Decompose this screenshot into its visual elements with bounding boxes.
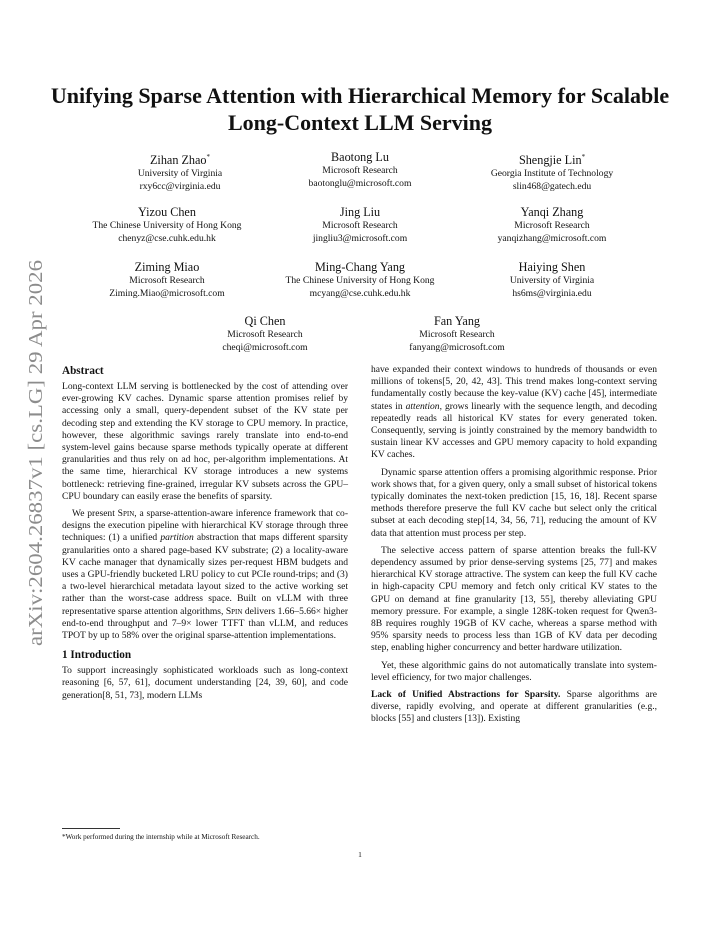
author-note-mark: * — [581, 153, 586, 161]
emphasis: attention — [405, 400, 440, 412]
author-name: Baotong Lu — [331, 150, 389, 164]
author-block — [57, 260, 277, 300]
text-run: have expanded their context windows to hundreds of thousands or even millions of tokens[5, 20, 42, 43]. This trend makes long-context serving fundamentally costly because the key-value (KV) cache [45], intermediate states in — [371, 364, 657, 412]
text-run: , grows linearly with the sequence length, and decoding repeatedly reads all historical KV states for every generated token. Consequently, serving is jointly constrained by the memory bandwidth to sustain linear KV accesses and GPU memory capacity to hold expanding KV caches. — [371, 400, 658, 461]
author-affiliation: Microsoft Research — [129, 275, 205, 286]
author-block — [250, 205, 470, 245]
system-name: Spin — [225, 605, 243, 617]
body-paragraph — [371, 364, 657, 462]
footnote-rule — [62, 828, 120, 829]
author-email: hs6ms@virginia.edu — [512, 287, 592, 299]
author-email: cheqi@microsoft.com — [222, 341, 308, 353]
author-email: slin468@gatech.edu — [512, 180, 592, 192]
footnote: *Work performed during the internship while at Microsoft Research. — [62, 833, 260, 841]
author-name: Ziming Miao — [134, 260, 200, 274]
right-column — [371, 364, 657, 731]
author-name: Yizou Chen — [138, 205, 196, 219]
text-run: Sparse algorithms are diverse, rapidly evolving, and operate at different granularities (e.g., blocks [55] and clusters [13]). Existing — [371, 689, 657, 725]
author-affiliation: The Chinese University of Hong Kong — [92, 220, 242, 231]
author-email: mcyang@cse.cuhk.edu.hk — [309, 287, 411, 299]
author-name: Haiying Shen — [518, 260, 586, 274]
author-email: baotonglu@microsoft.com — [308, 177, 412, 189]
author-email: rxy6cc@virginia.edu — [139, 180, 221, 192]
page-number: 1 — [358, 850, 362, 859]
arxiv-identifier — [6, 258, 56, 648]
author-name: Zihan Zhao — [149, 153, 207, 168]
paper-title: Unifying Sparse Attention with Hierarchical Memory for Scalable Long-Context LLM Serving — [50, 83, 670, 135]
author-block — [250, 150, 470, 190]
author-block — [57, 205, 277, 245]
system-name: Spin — [117, 508, 135, 520]
author-email: jingliu3@microsoft.com — [312, 232, 408, 244]
body-paragraph: Yet, these algorithmic gains do not automatically translate into system-level efficiency, for two major challenges. — [371, 659, 657, 683]
text-run: , a sparse-attention-aware inference framework that co-designs the execution pipeline with hierarchical KV storage through three techniques: (1) a unified — [62, 508, 349, 544]
author-affiliation: Microsoft Research — [514, 220, 590, 231]
author-name: Fan Yang — [433, 314, 481, 328]
author-affiliation: Microsoft Research — [322, 165, 398, 176]
author-block — [442, 205, 662, 245]
text-run: delivers 1.66–5.66× higher end-to-end throughput and 7–9× lower TTFT than vLLM, and reduces TPOT by up to 58% over the original sparse-attention implementations. — [62, 605, 349, 642]
paragraph-run-in-heading: Lack of Unified Abstractions for Sparsity. — [371, 689, 561, 701]
body-paragraph — [371, 689, 657, 726]
author-name: Ming-Chang Yang — [314, 260, 406, 274]
author-affiliation: Microsoft Research — [322, 220, 398, 231]
author-email: yanqizhang@microsoft.com — [497, 232, 607, 244]
author-affiliation: University of Virginia — [137, 168, 223, 180]
author-affiliation: The Chinese University of Hong Kong — [285, 275, 435, 286]
author-name: Jing Liu — [339, 205, 381, 219]
arxiv-identifier-text: arXiv:2604.26837v1 [cs.LG] 29 Apr 2026 — [26, 316, 47, 646]
author-name: Shengjie Lin — [518, 153, 582, 168]
author-email: Ziming.Miao@microsoft.com — [109, 287, 225, 299]
abstract-paragraph: Long-context LLM serving is bottlenecked by the cost of attending over ever-growing KV caches. Dynamic sparse attention promises relief by accessing only a small, query-dependent subset of the KV state per decoding step and extending the KV storage to CPU memory. In practice, however, these algorithmic savings rarely translate into end-to-end system-level gains because sparse methods typically operate at different granularities and thus rely on ad hoc, per-algorithm implementations. At the same time, hierarchical KV storage introduces a new systems bottleneck: retrieving fine-grained, irregular KV subsets across the GPU–CPU boundary can easily erase the benefits of sparsity. — [62, 381, 348, 502]
author-affiliation: Microsoft Research — [419, 329, 495, 340]
abstract-paragraph — [62, 508, 348, 642]
author-block — [347, 314, 567, 354]
left-column — [62, 364, 348, 707]
body-paragraph: The selective access pattern of sparse attention breaks the full-KV dependency assumed by prior dense-serving systems [25, 77] and makes hierarchical KV storage attractive. The system can keep the full KV cache in high-capacity CPU memory and fetch only critical KV states to the GPU on demand at fine granularity [13, 55], thereby alleviating GPU memory pressure. For example, a single 128K-token request for Qwen3-8B requires roughly 19GB of KV cache, whereas a sparse method with 95% sparsity needs to process less than 1GB of KV data per decoding step, enabling higher concurrency and better hardware utilization. — [371, 544, 657, 654]
author-block — [442, 260, 662, 300]
text-run: We present — [72, 508, 118, 520]
author-block — [442, 150, 662, 193]
body-paragraph: Dynamic sparse attention offers a promising algorithmic response. Prior work shows that, for a given query, only a small subset of historical tokens typically dominates the next-token prediction [15, 16, 18]. Recent sparse methods therefore preserve the full KV cache but select only the critical subset at each decoding step[14, 34, 56, 71], reducing the amount of KV data that attention must process per step. — [371, 466, 657, 539]
author-note-mark: * — [206, 153, 211, 161]
author-affiliation: Microsoft Research — [227, 329, 303, 340]
author-email: fanyang@microsoft.com — [409, 341, 505, 353]
section-heading: 1 Introduction — [62, 649, 132, 662]
author-block — [250, 260, 470, 300]
author-name: Qi Chen — [244, 314, 286, 328]
body-paragraph: To support increasingly sophisticated workloads such as long-context reasoning [6, 57, 61], document understanding [24, 39, 60], and code generation[8, 51, 73], modern LLMs — [62, 665, 348, 701]
author-email: chenyz@cse.cuhk.edu.hk — [118, 232, 216, 244]
author-affiliation: University of Virginia — [509, 275, 595, 286]
emphasis: partition — [160, 532, 194, 544]
author-name: Yanqi Zhang — [520, 205, 584, 219]
author-affiliation: Georgia Institute of Technology — [490, 168, 614, 180]
text-run: abstraction that maps different sparsity granularities onto a shared page-based KV substrate; (2) a locality-aware KV cache manager that dynamically sizes per-request HBM budgets and uses a GPU-friendly bucketed LRU policy to cut PCIe round-trips; and (3) a two-level hierarchical metadata layout sized to the active working set rather than the worst-case address space. Built on vLLM with three representative sparse attention algorithms, — [62, 532, 348, 617]
abstract-heading: Abstract — [62, 365, 104, 377]
author-block — [155, 314, 375, 354]
